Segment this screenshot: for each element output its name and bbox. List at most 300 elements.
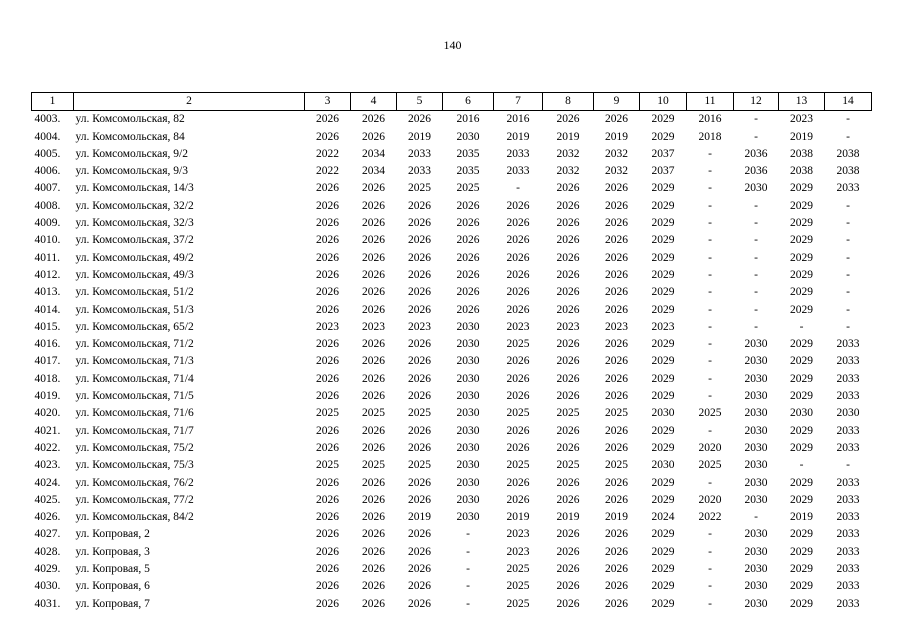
value-cell: 2029 — [790, 441, 813, 454]
value-cell: - — [846, 320, 850, 333]
row-number: 4023. — [34, 459, 61, 472]
value-cell: 2033 — [836, 372, 860, 385]
value-cell: - — [708, 580, 712, 593]
value-cell: 2026 — [316, 251, 339, 264]
value-cell: 2026 — [506, 286, 530, 299]
value-cell: 2026 — [605, 268, 628, 281]
value-cell: - — [708, 217, 712, 230]
value-cell: - — [708, 390, 712, 403]
value-cell: 2029 — [790, 268, 813, 281]
value-cell: - — [846, 217, 850, 230]
value-cell: 2025 — [556, 459, 580, 472]
value-cell: 2026 — [316, 182, 339, 195]
value-cell: 2026 — [408, 390, 431, 403]
value-cell: 2030 — [744, 493, 768, 506]
value-cell: 2026 — [316, 217, 339, 230]
value-cell: 2026 — [316, 372, 339, 385]
value-cell: 2038 — [790, 147, 813, 160]
value-cell: 2023 — [506, 545, 530, 558]
header-row — [32, 93, 872, 111]
value-cell: - — [846, 199, 850, 212]
value-cell: - — [466, 580, 470, 593]
value-cell: 2022 — [316, 165, 339, 178]
value-cell: 2026 — [556, 493, 580, 506]
value-cell: - — [846, 303, 850, 316]
value-cell: 2026 — [506, 372, 530, 385]
value-cell: 2038 — [836, 147, 860, 160]
row-number: 4015. — [34, 320, 61, 333]
table-row — [32, 405, 872, 422]
value-cell: 2026 — [605, 424, 628, 437]
value-cell: 2026 — [605, 182, 628, 195]
value-cell: 2030 — [651, 459, 675, 472]
row-number: 4031. — [34, 597, 61, 610]
value-cell: 2029 — [651, 268, 675, 281]
value-cell: 2029 — [790, 182, 813, 195]
row-number: 4006. — [34, 165, 61, 178]
table-row — [32, 561, 872, 578]
table-row — [32, 163, 872, 180]
value-cell: 2026 — [316, 563, 339, 576]
value-cell: 2020 — [698, 441, 722, 454]
value-cell: 2023 — [605, 320, 628, 333]
value-cell: 2029 — [790, 372, 813, 385]
header-cell: 5 — [397, 93, 443, 111]
row-number: 4017. — [34, 355, 61, 368]
value-cell: 2029 — [790, 234, 813, 247]
value-cell: 2030 — [744, 545, 768, 558]
value-cell: 2026 — [408, 338, 431, 351]
value-cell: 2029 — [651, 338, 675, 351]
value-cell: 2026 — [408, 441, 431, 454]
value-cell: - — [708, 234, 712, 247]
value-cell: 2033 — [408, 147, 431, 160]
row-number: 4010. — [34, 234, 61, 247]
row-number: 4024. — [34, 476, 61, 489]
value-cell: 2026 — [362, 182, 385, 195]
address-cell: ул. Копровая, 6 — [75, 580, 150, 593]
table-row — [32, 371, 872, 388]
value-cell: 2036 — [744, 165, 768, 178]
value-cell: 2033 — [836, 424, 860, 437]
value-cell: - — [846, 268, 850, 281]
value-cell: - — [754, 511, 758, 524]
value-cell: 2029 — [651, 528, 675, 541]
value-cell: 2026 — [556, 338, 580, 351]
value-cell: 2030 — [456, 511, 480, 524]
value-cell: 2026 — [316, 441, 339, 454]
value-cell: 2026 — [316, 476, 339, 489]
value-cell: 2026 — [362, 563, 385, 576]
row-number: 4014. — [34, 303, 61, 316]
value-cell: 2023 — [506, 320, 530, 333]
value-cell: 2030 — [744, 355, 768, 368]
value-cell: 2030 — [744, 182, 768, 195]
value-cell: 2026 — [408, 476, 431, 489]
table-row — [32, 302, 872, 319]
value-cell: 2025 — [506, 580, 530, 593]
value-cell: 2030 — [744, 459, 768, 472]
table-row — [32, 526, 872, 543]
value-cell: 2029 — [651, 113, 675, 126]
value-cell: 2025 — [698, 459, 722, 472]
data-table — [31, 92, 872, 613]
value-cell: - — [754, 217, 758, 230]
value-cell: 2019 — [790, 511, 813, 524]
table-row — [32, 596, 872, 613]
value-cell: 2026 — [408, 597, 431, 610]
value-cell: 2029 — [651, 424, 675, 437]
value-cell: 2025 — [408, 407, 431, 420]
value-cell: 2029 — [651, 182, 675, 195]
header-cell: 3 — [305, 93, 351, 111]
row-number: 4019. — [34, 390, 61, 403]
value-cell: 2025 — [316, 407, 339, 420]
table-row — [32, 215, 872, 232]
value-cell: 2025 — [408, 459, 431, 472]
value-cell: 2016 — [456, 113, 480, 126]
value-cell: 2030 — [744, 338, 768, 351]
table-row — [32, 146, 872, 163]
address-cell: ул. Комсомольская, 51/2 — [75, 286, 194, 299]
value-cell: - — [466, 528, 470, 541]
value-cell: 2033 — [836, 476, 860, 489]
row-number: 4009. — [34, 217, 61, 230]
table-row — [32, 440, 872, 457]
value-cell: 2026 — [556, 286, 580, 299]
value-cell: 2026 — [506, 234, 530, 247]
value-cell: 2026 — [556, 234, 580, 247]
value-cell: 2029 — [651, 597, 675, 610]
row-number: 4018. — [34, 372, 61, 385]
value-cell: 2029 — [651, 234, 675, 247]
value-cell: 2026 — [362, 476, 385, 489]
value-cell: 2025 — [506, 338, 530, 351]
header-cell: 11 — [687, 93, 734, 111]
value-cell: 2026 — [556, 424, 580, 437]
value-cell: 2019 — [506, 130, 530, 143]
value-cell: 2033 — [836, 545, 860, 558]
value-cell: 2026 — [605, 303, 628, 316]
value-cell: 2026 — [506, 251, 530, 264]
value-cell: 2026 — [506, 493, 530, 506]
value-cell: 2026 — [556, 563, 580, 576]
value-cell: 2026 — [605, 338, 628, 351]
value-cell: 2030 — [456, 338, 480, 351]
value-cell: - — [799, 320, 804, 333]
value-cell: 2026 — [556, 113, 580, 126]
value-cell: - — [754, 320, 758, 333]
value-cell: 2032 — [605, 147, 628, 160]
value-cell: 2026 — [605, 476, 628, 489]
address-cell: ул. Комсомольская, 32/3 — [75, 217, 194, 230]
value-cell: 2030 — [456, 441, 480, 454]
value-cell: 2030 — [744, 424, 768, 437]
value-cell: 2029 — [790, 303, 813, 316]
value-cell: 2029 — [651, 390, 675, 403]
row-number: 4020. — [34, 407, 61, 420]
value-cell: 2026 — [605, 580, 628, 593]
value-cell: 2026 — [362, 286, 385, 299]
value-cell: 2024 — [651, 511, 675, 524]
value-cell: 2026 — [506, 476, 530, 489]
value-cell: 2029 — [651, 355, 675, 368]
value-cell: - — [708, 147, 712, 160]
value-cell: 2026 — [316, 338, 339, 351]
row-number: 4003. — [34, 113, 61, 126]
address-cell: ул. Комсомольская, 14/3 — [75, 182, 194, 195]
value-cell: 2019 — [605, 130, 628, 143]
header-cell: 14 — [825, 93, 872, 111]
header-cell: 4 — [351, 93, 397, 111]
value-cell: 2026 — [408, 217, 431, 230]
value-cell: 2037 — [651, 165, 675, 178]
value-cell: 2026 — [506, 303, 530, 316]
table-row — [32, 423, 872, 440]
value-cell: - — [466, 563, 470, 576]
value-cell: 2030 — [651, 407, 675, 420]
value-cell: - — [846, 286, 850, 299]
value-cell: 2026 — [556, 217, 580, 230]
value-cell: 2030 — [744, 407, 768, 420]
value-cell: 2022 — [698, 511, 722, 524]
value-cell: 2029 — [651, 130, 675, 143]
value-cell: 2026 — [316, 130, 339, 143]
header-cell: 13 — [779, 93, 825, 111]
value-cell: 2029 — [651, 580, 675, 593]
value-cell: 2026 — [316, 286, 339, 299]
value-cell: 2029 — [651, 441, 675, 454]
value-cell: 2026 — [605, 597, 628, 610]
value-cell: 2026 — [362, 390, 385, 403]
address-cell: ул. Комсомольская, 71/5 — [75, 390, 194, 403]
value-cell: 2030 — [456, 355, 480, 368]
value-cell: 2026 — [362, 217, 385, 230]
value-cell: 2026 — [556, 390, 580, 403]
value-cell: 2026 — [456, 199, 480, 212]
value-cell: 2029 — [651, 303, 675, 316]
value-cell: 2029 — [790, 545, 813, 558]
value-cell: 2026 — [506, 355, 530, 368]
row-number: 4026. — [34, 511, 61, 524]
value-cell: 2026 — [605, 441, 628, 454]
value-cell: 2030 — [744, 372, 768, 385]
page-number: 140 — [443, 38, 462, 52]
value-cell: 2026 — [605, 493, 628, 506]
row-number: 4007. — [34, 182, 61, 195]
header-cell: 7 — [494, 93, 543, 111]
address-cell: ул. Комсомольская, 75/3 — [75, 459, 194, 472]
value-cell: 2026 — [316, 511, 339, 524]
value-cell: 2025 — [316, 459, 339, 472]
value-cell: 2033 — [836, 441, 860, 454]
table-row — [32, 284, 872, 301]
table-row — [32, 250, 872, 267]
value-cell: 2026 — [456, 217, 480, 230]
address-cell: ул. Комсомольская, 76/2 — [75, 476, 194, 489]
value-cell: 2026 — [362, 441, 385, 454]
value-cell: 2019 — [556, 511, 580, 524]
value-cell: 2026 — [408, 493, 431, 506]
row-number: 4012. — [34, 268, 61, 281]
value-cell: 2019 — [556, 130, 580, 143]
table-row — [32, 198, 872, 215]
value-cell: 2026 — [316, 199, 339, 212]
row-number: 4005. — [34, 147, 61, 160]
row-number: 4021. — [34, 424, 61, 437]
value-cell: 2035 — [456, 165, 480, 178]
value-cell: 2026 — [316, 113, 339, 126]
value-cell: 2026 — [605, 390, 628, 403]
address-cell: ул. Комсомольская, 84 — [75, 130, 185, 143]
value-cell: 2026 — [408, 528, 431, 541]
value-cell: - — [516, 182, 520, 195]
value-cell: 2025 — [506, 597, 530, 610]
value-cell: 2030 — [456, 320, 480, 333]
value-cell: - — [708, 268, 712, 281]
address-cell: ул. Копровая, 7 — [75, 597, 150, 610]
value-cell: 2030 — [456, 407, 480, 420]
address-cell: ул. Комсомольская, 71/4 — [75, 372, 194, 385]
value-cell: 2026 — [506, 441, 530, 454]
table-row — [32, 388, 872, 405]
row-number: 4004. — [34, 130, 61, 143]
value-cell: 2038 — [836, 165, 860, 178]
address-cell: ул. Комсомольская, 9/3 — [75, 165, 188, 178]
value-cell: 2029 — [651, 563, 675, 576]
value-cell: - — [708, 545, 712, 558]
address-cell: ул. Комсомольская, 51/3 — [75, 303, 194, 316]
table-body — [32, 93, 872, 613]
value-cell: - — [708, 182, 712, 195]
table-row — [32, 111, 872, 129]
value-cell: 2026 — [605, 355, 628, 368]
value-cell: 2026 — [605, 286, 628, 299]
table-row — [32, 457, 872, 474]
value-cell: - — [708, 476, 712, 489]
value-cell: - — [754, 251, 758, 264]
value-cell: 2026 — [316, 580, 339, 593]
value-cell: - — [754, 113, 758, 126]
value-cell: 2026 — [408, 234, 431, 247]
value-cell: 2020 — [698, 493, 722, 506]
value-cell: 2019 — [506, 511, 530, 524]
value-cell: 2026 — [605, 528, 628, 541]
value-cell: 2023 — [506, 528, 530, 541]
value-cell: 2026 — [362, 597, 385, 610]
value-cell: 2026 — [362, 424, 385, 437]
value-cell: 2026 — [456, 234, 480, 247]
value-cell: 2026 — [556, 251, 580, 264]
value-cell: 2029 — [790, 390, 813, 403]
value-cell: 2026 — [605, 563, 628, 576]
value-cell: 2034 — [362, 147, 385, 160]
address-cell: ул. Комсомольская, 71/7 — [75, 424, 194, 437]
value-cell: 2030 — [744, 563, 768, 576]
value-cell: 2029 — [790, 217, 813, 230]
value-cell: 2033 — [836, 390, 860, 403]
value-cell: 2026 — [456, 251, 480, 264]
value-cell: 2026 — [506, 268, 530, 281]
value-cell: 2026 — [556, 441, 580, 454]
value-cell: 2026 — [605, 234, 628, 247]
address-cell: ул. Комсомольская, 49/3 — [75, 268, 194, 281]
value-cell: - — [708, 355, 712, 368]
value-cell: 2026 — [605, 545, 628, 558]
row-number: 4008. — [34, 199, 61, 212]
value-cell: 2030 — [456, 372, 480, 385]
value-cell: 2019 — [790, 130, 813, 143]
table-row — [32, 509, 872, 526]
table-row — [32, 578, 872, 595]
value-cell: 2033 — [836, 597, 860, 610]
value-cell: 2026 — [316, 355, 339, 368]
value-cell: 2025 — [362, 459, 385, 472]
value-cell: 2023 — [556, 320, 580, 333]
table-row — [32, 336, 872, 353]
value-cell: 2036 — [744, 147, 768, 160]
value-cell: 2023 — [651, 320, 675, 333]
value-cell: - — [754, 268, 758, 281]
value-cell: 2029 — [790, 355, 813, 368]
address-cell: ул. Копровая, 2 — [75, 528, 150, 541]
value-cell: 2026 — [362, 355, 385, 368]
value-cell: - — [799, 459, 804, 472]
value-cell: 2026 — [605, 113, 628, 126]
value-cell: 2026 — [316, 545, 339, 558]
value-cell: 2026 — [316, 234, 339, 247]
value-cell: 2026 — [556, 580, 580, 593]
value-cell: 2029 — [790, 580, 813, 593]
value-cell: 2018 — [698, 130, 722, 143]
table-row — [32, 129, 872, 146]
value-cell: 2025 — [605, 407, 628, 420]
table-row — [32, 319, 872, 336]
address-cell: ул. Комсомольская, 77/2 — [75, 493, 194, 506]
value-cell: 2030 — [744, 597, 768, 610]
value-cell: - — [708, 251, 712, 264]
value-cell: 2029 — [790, 563, 813, 576]
address-cell: ул. Комсомольская, 75/2 — [75, 441, 194, 454]
value-cell: 2026 — [362, 338, 385, 351]
value-cell: 2026 — [556, 182, 580, 195]
row-number: 4025. — [34, 493, 61, 506]
value-cell: 2023 — [408, 320, 431, 333]
value-cell: 2026 — [362, 545, 385, 558]
value-cell: 2026 — [362, 199, 385, 212]
value-cell: 2026 — [605, 217, 628, 230]
value-cell: 2022 — [316, 147, 339, 160]
header-cell: 6 — [443, 93, 494, 111]
value-cell: - — [708, 563, 712, 576]
value-cell: - — [708, 303, 712, 316]
value-cell: 2019 — [605, 511, 628, 524]
value-cell: - — [754, 199, 758, 212]
value-cell: 2032 — [605, 165, 628, 178]
address-cell: ул. Комсомольская, 84/2 — [75, 511, 194, 524]
value-cell: 2026 — [506, 390, 530, 403]
value-cell: 2026 — [408, 286, 431, 299]
header-cell: 2 — [74, 93, 305, 111]
value-cell: - — [466, 545, 470, 558]
row-number: 4027. — [34, 528, 61, 541]
value-cell: 2026 — [408, 199, 431, 212]
row-number: 4029. — [34, 563, 61, 576]
value-cell: - — [708, 597, 712, 610]
value-cell: 2033 — [836, 563, 860, 576]
value-cell: 2026 — [556, 597, 580, 610]
value-cell: 2026 — [408, 303, 431, 316]
